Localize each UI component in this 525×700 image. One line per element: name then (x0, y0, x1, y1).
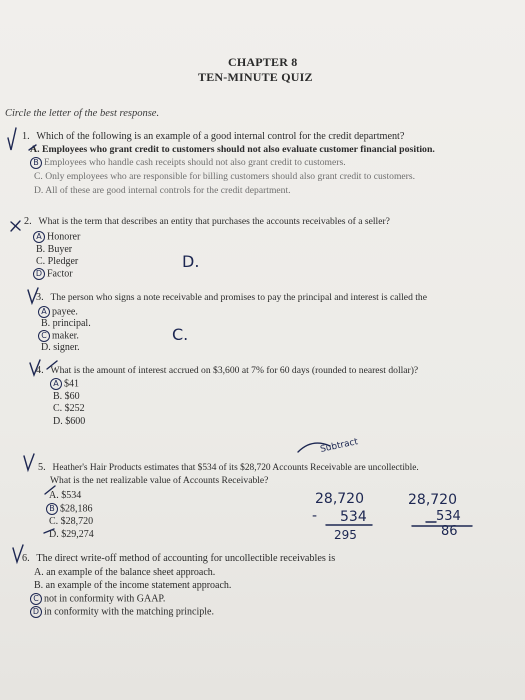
calc-2-subtrahend: 534 (436, 509, 461, 524)
option-text: Honorer (47, 231, 81, 243)
option-text: Employees who handle cash receipts should not also grant credit to customers. (44, 157, 346, 169)
q3-option-d: D. signer. (41, 342, 80, 353)
calc-2-result: 86 (441, 524, 458, 539)
question-number: 3. (36, 292, 44, 303)
q3-check-mark (28, 288, 38, 303)
question-number: 5. (38, 462, 46, 473)
calc-1-result: 295 (334, 528, 357, 542)
answer-circle: D (33, 268, 45, 280)
question-text: Heather's Hair Products estimates that $534 of its $28,720 Accounts Receivable are uncollectible. (52, 463, 419, 473)
subtract-note: Subtract (319, 437, 359, 455)
option-text: not in conformity with GAAP. (44, 593, 166, 605)
q2-option-c: C. Pledger (36, 256, 79, 267)
q6-check-mark (13, 545, 23, 562)
q1-option-a-strike (29, 145, 36, 150)
q4-option-b: B. $60 (53, 391, 80, 402)
question-text: The person who signs a note receivable and promises to pay the principal and interest is called the (50, 292, 427, 303)
question-5-line-2: What is the net realizable value of Accounts Receivable? (50, 475, 269, 486)
chapter-heading: CHAPTER 8 (228, 55, 298, 69)
question-text: The direct write-off method of accounting for uncollectible receivables is (36, 553, 336, 564)
quiz-title: TEN-MINUTE QUIZ (198, 70, 313, 84)
q2-handwritten-answer: D. (182, 252, 200, 271)
option-text: payee. (52, 306, 78, 318)
q5-strike-a (45, 486, 55, 494)
option-text: $41 (64, 378, 79, 390)
question-number: 4. (36, 365, 44, 376)
q5-option-c: C. $28,720 (49, 516, 94, 527)
q4-option-c: C. $252 (53, 403, 85, 414)
q2-cross-mark (11, 221, 20, 231)
calc-1-minus: - (312, 508, 318, 524)
option-text: $28,186 (60, 503, 93, 515)
question-number: 6. (22, 553, 30, 564)
q1-check-mark (8, 128, 16, 150)
answer-circle: C (30, 593, 42, 605)
answer-circle: D (30, 606, 42, 618)
option-text: in conformity with the matching principle. (44, 606, 214, 618)
calc-1-top: 28,720 (315, 491, 364, 507)
option-text: Factor (47, 268, 73, 280)
q1-option-a: A. Employees who grant credit to customers should not also evaluate customer financial position. (30, 144, 435, 155)
answer-circle: B (30, 157, 42, 169)
q5-strike-d (44, 529, 54, 533)
question-text: Which of the following is an example of a good internal control for the credit department? (36, 131, 405, 142)
subtract-arc (298, 443, 330, 452)
q6-option-b: B. an example of the income statement approach. (34, 580, 232, 591)
q2-option-b: B. Buyer (36, 244, 73, 255)
answer-circle: B (46, 503, 58, 515)
q4-strike (47, 361, 57, 369)
question-number: 2. (24, 216, 32, 227)
q5-option-a: A. $534 (49, 490, 82, 501)
q5-check-mark (24, 454, 34, 470)
q3-option-b: B. principal. (41, 318, 91, 329)
question-text: What is the term that describes an entity that purchases the accounts receivables of a seller? (38, 216, 390, 227)
instructions: Circle the letter of the best response. (5, 108, 160, 119)
answer-circle: A (50, 378, 62, 390)
q5-option-d: D. $29,274 (49, 529, 94, 540)
answer-circle: A (33, 231, 45, 243)
answer-circle: A (38, 306, 50, 318)
option-text: maker. (52, 330, 79, 342)
q4-check-mark (30, 360, 40, 375)
q1-option-d: D. All of these are good internal controls for the credit department. (34, 185, 291, 196)
q3-handwritten-answer: C. (172, 325, 189, 344)
calc-1-subtrahend: 534 (340, 509, 367, 525)
question-number: 1. (22, 131, 30, 142)
q6-option-a: A. an example of the balance sheet approach. (34, 567, 216, 578)
q4-option-d: D. $600 (53, 416, 86, 427)
calc-2-top: 28,720 (408, 492, 457, 508)
question-text: What is the amount of interest accrued on $3,600 at 7% for 60 days (rounded to nearest dollar)? (50, 365, 419, 376)
answer-circle: C (38, 330, 50, 342)
q1-option-c: C. Only employees who are responsible for billing customers should also grant credit to customers. (34, 171, 416, 182)
